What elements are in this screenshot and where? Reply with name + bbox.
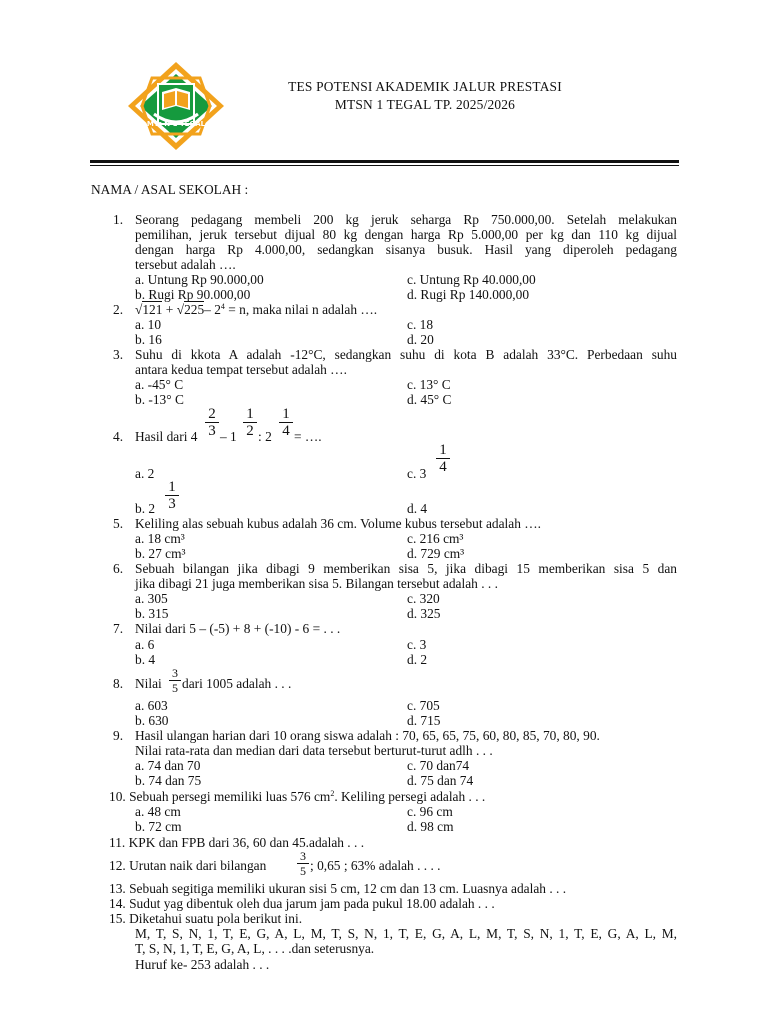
option-c: c. 216 cm³ [407, 531, 464, 546]
fraction: 3 5 [169, 667, 181, 694]
question-number: 7. [113, 621, 124, 636]
option-a: a. 603 [135, 698, 168, 713]
option-c: c. 3 [407, 637, 427, 652]
question-text: Sebuah bilangan jika dibagi 9 memberikan sisa 5, jika dibagi 15 memberikan sisa 5 dan [135, 561, 677, 576]
question-text: 13. Sebuah segitiga memiliki ukuran sisi 5 cm, 12 cm dan 13 cm. Luasnya adalah . . . [109, 881, 567, 896]
option-d: d. Rugi Rp 140.000,00 [407, 287, 530, 302]
sqrt-symbol: √ [135, 302, 143, 317]
option-c: c. 70 dan74 [407, 758, 470, 773]
option-b: b. 27 cm³ [135, 546, 186, 561]
option-b: b. 315 [135, 606, 169, 621]
question-text: 12. Urutan naik dari bilangan [109, 858, 267, 873]
header-rule-thin [90, 165, 679, 166]
option-a: a. -45° C [135, 377, 184, 392]
option-a: a. 305 [135, 591, 168, 606]
fraction: 3 5 [297, 850, 309, 877]
option-c: c. 13° C [407, 377, 451, 392]
option-a: a. 18 cm³ [135, 531, 185, 546]
fraction: 1 2 [243, 407, 257, 438]
option-d: d. 715 [407, 713, 441, 728]
option-b: b. 630 [135, 713, 169, 728]
option-b: b. 72 cm [135, 819, 182, 834]
fraction: 1 4 [279, 407, 293, 438]
question-text: T, S, N, 1, T, E, G, A, L, . . . .dan seterusnya. [135, 941, 375, 956]
question-text: √121 + √225– $2^4 = n$, maka nilai n adalah …. [135, 302, 378, 317]
question-text: dari 1005 adalah . . . [182, 676, 292, 691]
question-text: 15. Diketahui suatu pola berikut ini. [109, 911, 303, 926]
question-number: 3. [113, 347, 124, 362]
option-c: c. 705 [407, 698, 440, 713]
question-number: 6. [113, 561, 124, 576]
option-d: d. 729 cm³ [407, 546, 465, 561]
option-c: c. 18 [407, 317, 434, 332]
name-school-label: NAMA / ASAL SEKOLAH : [91, 182, 249, 197]
question-text: pemilihan, jeruk tersebut dijual 80 kg dengan harga Rp 5.000,00 per kg dan 110 kg dijual [135, 227, 677, 242]
option-c: c. 96 cm [407, 804, 453, 819]
question-text: 10. Sebuah persegi memiliki luas 576 $cm^2$. Keliling persegi adalah . . . [109, 789, 486, 804]
question-number: 4. [113, 429, 124, 444]
option-b: b. 2 [135, 501, 156, 516]
option-c: c. Untung Rp 40.000,00 [407, 272, 536, 287]
question-number: 9. [113, 728, 124, 743]
question-number: 2. [113, 302, 124, 317]
option-a: a. Untung Rp 90.000,00 [135, 272, 264, 287]
option-d: d. 4 [407, 501, 428, 516]
option-a: a. 2 [135, 466, 155, 481]
question-text: Suhu di kkota A adalah -12°C, sedangkan suhu di kota B adalah 33°C. Perbedaan suhu [135, 347, 677, 362]
school-year: MTSN 1 TEGAL TP. 2025/2026 [334, 97, 516, 112]
option-a: a. 48 cm [135, 804, 181, 819]
question-text: : 2 [258, 429, 272, 444]
question-number: 8. [113, 676, 124, 691]
option-b: b. -13° C [135, 392, 184, 407]
question-text: 11. KPK dan FPB dari 36, 60 dan 45.adalah . . . [109, 835, 365, 850]
question-text: Hasil dari 4 [135, 429, 198, 444]
option-a: a. 10 [135, 317, 162, 332]
fraction: 2 3 [205, 407, 219, 438]
fraction: 1 4 [436, 443, 450, 474]
option-c: c. 3 [407, 466, 427, 481]
option-a: a. 6 [135, 637, 155, 652]
question-text: Keliling alas sebuah kubus adalah 36 cm. Volume kubus tersebut adalah …. [135, 516, 541, 531]
header-rule-thick [90, 160, 679, 163]
question-text: jika dibagi 21 juga memberikan sisa 5. Bilangan tersebut adalah . . . [135, 576, 498, 591]
question-text: Huruf ke- 253 adalah . . . [135, 957, 270, 972]
option-d: d. 325 [407, 606, 441, 621]
question-text: Nilai [135, 676, 162, 691]
option-d: d. 20 [407, 332, 434, 347]
option-b: b. 4 [135, 652, 156, 667]
question-text: dengan harga Rp 4.000,00, sedangkan sisanya busuk. Hasil yang diperoleh pedagang [135, 242, 677, 257]
option-d: d. 98 cm [407, 819, 454, 834]
question-text: ; 0,65 ; 63% adalah . . . . [310, 858, 441, 873]
question-text: Nilai rata-rata dan median dari data tersebut berturut-turut adlh . . . [135, 743, 493, 758]
question-text: – 1 [220, 429, 237, 444]
question-number: 5. [113, 516, 124, 531]
question-text: = …. [294, 429, 322, 444]
exam-title: TES POTENSI AKADEMIK JALUR PRESTASI [288, 79, 562, 94]
question-text: 14. Sudut yag dibentuk oleh dua jarum jam pada pukul 18.00 adalah . . . [109, 896, 495, 911]
option-c: c. 320 [407, 591, 440, 606]
school-logo [124, 60, 228, 152]
question-text: Nilai dari 5 – (-5) + 8 + (-10) - 6 = . . . [135, 621, 341, 636]
svg-text:MTs N 1 TEGAL: MTs N 1 TEGAL [146, 120, 206, 128]
option-d: d. 2 [407, 652, 428, 667]
question-number: 1. [113, 212, 124, 227]
question-text: tersebut adalah …. [135, 257, 236, 272]
option-d: d. 75 dan 74 [407, 773, 474, 788]
fraction: 1 3 [165, 480, 179, 511]
question-text: antara kedua tempat tersebut adalah …. [135, 362, 347, 377]
option-a: a. 74 dan 70 [135, 758, 201, 773]
question-text: Seorang pedagang membeli 200 kg jeruk seharga Rp 750.000,00. Setelah melakukan [135, 212, 677, 227]
option-b: b. 74 dan 75 [135, 773, 202, 788]
option-b: b. 16 [135, 332, 162, 347]
question-text: Hasil ulangan harian dari 10 orang siswa adalah : 70, 65, 65, 75, 60, 80, 85, 70, 80, 90. [135, 728, 600, 743]
question-text: M, T, S, N, 1, T, E, G, A, L, M, T, S, N, 1, T, E, G, A, L, M, T, S, N, 1, T, E, G, A, L, M, [135, 926, 677, 941]
option-b: b. Rugi Rp 90.000,00 [135, 287, 251, 302]
sqrt-symbol: √ [176, 302, 185, 317]
option-d: d. 45° C [407, 392, 452, 407]
